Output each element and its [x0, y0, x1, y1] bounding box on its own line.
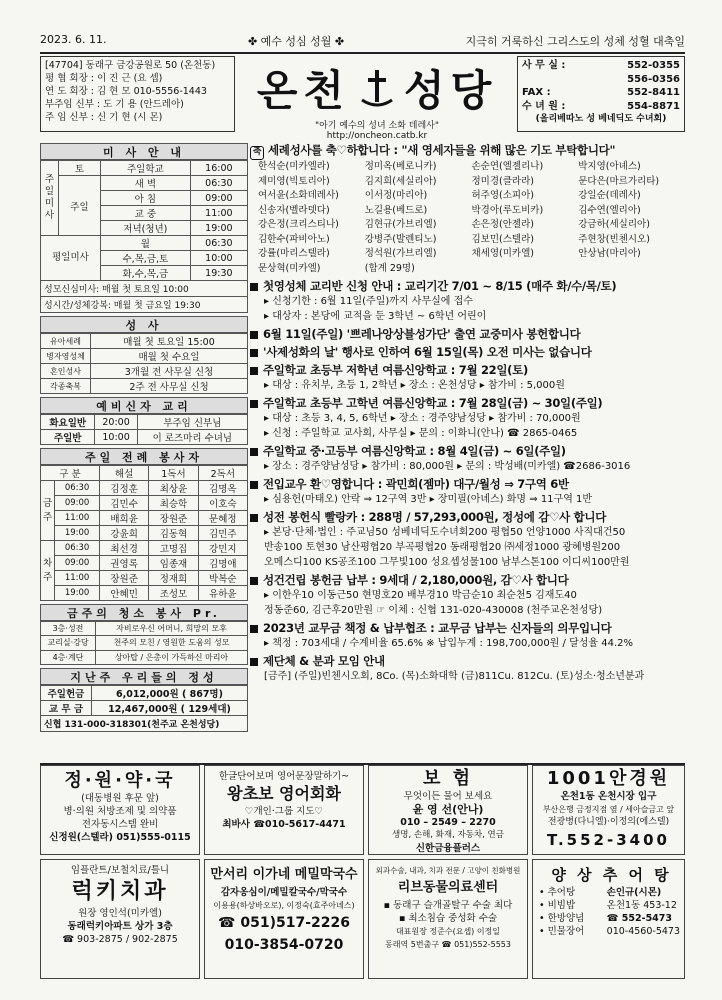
title-part2: 성당 — [404, 66, 498, 115]
servers-row — [41, 481, 248, 496]
servers-name: 권영록 — [99, 556, 148, 571]
ad-pharmacy: 정·원·약·국 (대동병원 후문 앞) 병·의원 처방조제 및 의약품 전자동시스템 완비 신정원(스텔라) 051)555-0115 — [40, 765, 200, 855]
ad-dental: 임플란트/보철치료/틀니 럭키치과 원장 영인석(미카엘) 동래럭키아파트 상가 3층 ☎ 903-2875 / 902-2875 — [40, 859, 200, 979]
baptism-name: 김현규(가브리엘) — [364, 219, 437, 230]
servers-name: 문혜정 — [198, 511, 247, 526]
liturgical-month: ✤ 예수 성심 성월 ✤ — [247, 35, 345, 48]
notice-heading-text: 2023년 교무금 책정 & 납부협조 : 교무금 납부는 신자들의 의무입니다 — [263, 621, 612, 635]
mass-time: 16:00 — [190, 161, 247, 176]
offering-amount: 12,467,000원 ( 129세대) — [91, 700, 247, 715]
union-president: 연 도 회장 : 김 현 모 010-5556-1443 — [45, 86, 207, 97]
servers-time: 09:00 — [55, 496, 100, 511]
servers-head: 2독서 — [198, 466, 247, 481]
mass-time: 09:00 — [190, 191, 247, 206]
mass-extra-2: 성시간/성체강복: 매월 첫 금요일 19:30 — [40, 297, 248, 313]
cleaning-group: 자비로우신 어머니, 희망의 모후 — [96, 622, 248, 636]
catechumen-class: 주일반 — [41, 430, 95, 445]
sacrament-row — [41, 364, 248, 379]
notice-detail: ▸ 대상 : 초등 3, 4, 5, 6학년 ▸ 장소 : 경주양남성당 ▸ 참가비 : 70,000원 — [264, 413, 581, 424]
servers-name: 최승학 — [149, 496, 198, 511]
notice-heading-text: 제단체 & 분과 모임 안내 — [263, 654, 385, 668]
ad-english: 한글단어보며 영어문장말하기~ 왕초보 영어회화 ♡개인·그룹 지도♡ 최바사 ☎010-5617-4471 — [204, 765, 364, 855]
servers-header-row — [41, 466, 248, 481]
bullet-icon — [250, 577, 258, 585]
sacrament-name: 각종축복 — [41, 379, 91, 394]
notice-heading-text: 6월 11일(주일) '쁘레나앙상블성가단' 출연 교중미사 봉헌합니다 — [263, 327, 581, 341]
baptism-name: 박경아(루도비카) — [471, 204, 544, 216]
servers-name: 정재희 — [149, 571, 198, 586]
notice-detail: 정동준60, 김근후20만원 ☞ 이체 : 신협 131-020-430008 (천주교온천성당) — [264, 605, 603, 616]
sacrament-title: 성 사 — [40, 316, 248, 333]
cleaning-row — [41, 622, 248, 636]
notice-item — [250, 573, 685, 618]
cleaning-table — [40, 621, 248, 665]
contact-office: 사 무 실 : 552-0355 — [522, 60, 680, 71]
bullet-icon — [250, 367, 258, 375]
baptism-name: 손순연(엘젤리나) — [471, 161, 544, 172]
notice-heading — [250, 279, 685, 294]
congrats-icon: 축 — [250, 146, 264, 160]
servers-week: 금주 — [41, 481, 55, 541]
notice-detail: ▸ 장소 : 경주양남성당 ▸ 참가비 : 80,000원 ▸ 문의 : 박성배(미카엘) ☎2686-3016 — [264, 461, 631, 472]
notice-heading-text: 전입교우 환♡영합니다 : 곽민희(젬마) 대구/월성 ⇒ 7구역 6반 — [263, 477, 569, 491]
baptism-name: 제미영(빅토리아) — [258, 175, 330, 187]
cleaning-area: 3층·성전 — [41, 622, 96, 636]
notice-detail: ▸ 본당·단체·법인 : 주교님50 성베네딕도수녀회200 평협50 언양1000 사직대건50 — [264, 527, 626, 538]
notice-heading — [250, 345, 685, 360]
notice-item — [250, 345, 685, 360]
catechumen-section — [40, 397, 248, 445]
catechumen-table — [40, 414, 248, 445]
catechumen-time: 20:00 — [95, 415, 137, 430]
catechumen-class: 화요일반 — [41, 415, 95, 430]
baptism-heading: 축 세례성사를 축♡하합니다 : "새 영세자들을 위해 많은 기도 부탁합니다" — [250, 143, 685, 160]
sacrament-table — [40, 333, 248, 394]
baptism-name: 정미경(클라라) — [471, 175, 534, 187]
servers-time: 06:30 — [55, 481, 100, 496]
notice-heading — [250, 363, 685, 378]
servers-time: 19:00 — [55, 586, 100, 601]
mass-time: 19:30 — [190, 266, 247, 281]
servers-name: 김명옥 — [198, 481, 247, 496]
notice-detail: ▸ 심용헌(마태오) 안락 ⇒ 12구역 3반 ▸ 장미필(아녜스) 화명 ⇒ 11구역 1반 — [264, 494, 593, 505]
notice-item — [250, 654, 685, 684]
mass-time: 06:30 — [190, 236, 247, 251]
bullet-icon — [250, 514, 258, 522]
mass-time: 19:00 — [190, 221, 247, 236]
servers-week: 차주 — [41, 541, 55, 601]
baptism-name: 안상남(마리아) — [578, 248, 641, 259]
servers-name: 안혜민 — [99, 586, 148, 601]
council-president: 평 협 회장 : 이 진 근 (요 셉) — [45, 73, 163, 84]
offering-account: 신협 131-000-318301(천주교 온천성당) — [40, 716, 248, 732]
notice-heading — [250, 477, 685, 492]
mass-name: 아 침 — [100, 191, 190, 206]
notice-item — [250, 510, 685, 570]
contact-fax: FAX : 552-8411 — [522, 87, 680, 98]
servers-name: 조성모 — [149, 586, 198, 601]
bullet-icon — [250, 349, 258, 357]
mass-name: 주일학교 — [100, 161, 190, 176]
servers-section — [40, 448, 248, 601]
servers-row — [41, 556, 248, 571]
masthead — [242, 56, 512, 141]
mass-group-label: 주일미사 — [41, 161, 59, 236]
mass-name: 새 벽 — [100, 176, 190, 191]
servers-name: 최선경 — [99, 541, 148, 556]
baptism-name: 강은정(크리스티나) — [258, 219, 339, 230]
baptism-name: 박지영(아녜스) — [578, 161, 641, 172]
offering-section — [40, 668, 248, 732]
bullet-icon — [250, 481, 258, 489]
header-rule — [40, 52, 685, 54]
notice-detail: 반송100 토현30 남산평협20 부곡평협20 동래평협20 ㈜세정1000 광혜병원200 — [264, 542, 621, 553]
mass-table — [40, 160, 248, 281]
catechumen-teacher: 부주임 신부님 — [137, 415, 247, 430]
cleaning-group: 상아탑 / 은총이 가득하신 마리아 — [96, 650, 248, 664]
notice-detail: ▸ 이한우10 이동근50 현명호20 배부경10 박금순10 최순천5 김재도40 — [264, 590, 577, 601]
offering-table — [40, 685, 248, 716]
servers-name: 유하윤 — [198, 586, 247, 601]
sacrament-name: 병자영성체 — [41, 349, 91, 364]
mass-day-label: 주일 — [59, 176, 101, 236]
bullet-icon — [250, 331, 258, 339]
servers-name: 배희윤 — [99, 511, 148, 526]
mass-name: 교 중 — [100, 206, 190, 221]
baptism-name: 문상혁(미카엘) — [258, 262, 321, 274]
baptism-name: 김지희(세실리아) — [364, 175, 437, 187]
notice-heading-text: '사제성화의 날' 행사로 인하여 6월 15일(목) 오전 미사는 없습니다 — [263, 345, 592, 359]
servers-row — [41, 571, 248, 586]
notice-heading — [250, 510, 685, 525]
baptism-names — [250, 160, 685, 276]
feast-title: 지극히 거룩하신 그리스도의 성체 성혈 대축일 — [465, 35, 685, 48]
baptism-name: 주현창(빈첸시오) — [578, 233, 650, 245]
servers-table — [40, 465, 248, 601]
baptism-name: 정미옥(베로니카) — [364, 161, 437, 172]
notice-item — [250, 621, 685, 651]
notice-detail: ▸ 대상자 : 본당에 교적을 둔 3학년 ~ 6학년 어린이 — [264, 311, 487, 322]
servers-name: 강민지 — [198, 541, 247, 556]
offering-row — [41, 685, 248, 700]
servers-time: 09:00 — [55, 556, 100, 571]
baptism-name: 강일순(데레사) — [578, 190, 641, 201]
ad-soup: 양 상 추 어 탕 • 추어탕 • 비빔밥 • 한방양념 • 민물장어 손인규(시몬) 온천1동 453-12 ☎ 552-5473 010-4560-5473 — [532, 859, 685, 979]
servers-name: 임종재 — [149, 556, 198, 571]
notice-heading-text: 첫영성체 교리반 신청 안내 : 교리기간 7/01 ~ 8/15 (매주 화/수/목/토) — [263, 279, 617, 293]
cross-icon — [360, 68, 394, 108]
servers-name: 박복순 — [198, 571, 247, 586]
notice-item — [250, 444, 685, 474]
notice-detail: 오메스디100 KS공조100 그무빛100 성요셉성물100 남부스톤100 이디씨100만원 — [264, 557, 630, 568]
cleaning-row — [41, 636, 248, 650]
baptism-name: 노길용(베드로) — [364, 204, 428, 216]
parish-info-box — [40, 56, 235, 132]
bullet-icon — [250, 283, 258, 291]
notice-heading-text: 주일학교 초등부 고학년 여름신앙학교 : 7월 28일(금) ~ 30일(주일) — [263, 396, 603, 410]
cleaning-row — [41, 650, 248, 664]
ad-noodle: 만서리 이가네 메밀막국수 감자옹심이/메밀칼국수/막국수 이용용(하상바오로), 이정숙(효주아녜스) ☎ 051)517-2226 010-3854-0720 — [204, 859, 364, 979]
convent-name: (올리베따노 성 베네딕도 수녀회) — [535, 114, 667, 124]
top-line — [40, 33, 685, 49]
notices-column — [250, 143, 685, 763]
cleaning-title: 금주의 청소 봉사 Pr. — [40, 604, 248, 621]
mass-name: 수,목,금,토 — [100, 251, 190, 266]
notice-detail: ▸ 신청기한 : 6월 11일(주일)까지 사무실에 접수 — [264, 296, 473, 307]
cleaning-area: 4층·계단 — [41, 650, 96, 664]
servers-name: 김민주 — [198, 526, 247, 541]
servers-name: 최상윤 — [149, 481, 198, 496]
notice-detail: ▸ 대상 : 유치부, 초등 1, 2학년 ▸ 장소 : 온천성당 ▸ 참가비 : 5,000원 — [264, 380, 565, 391]
notice-heading — [250, 573, 685, 588]
baptism-name: 강률(마리스텔라) — [258, 248, 330, 259]
mass-name: 저녁(청년) — [100, 221, 190, 236]
catechumen-time: 10:00 — [95, 430, 137, 445]
servers-name: 장원준 — [99, 571, 148, 586]
offering-amount: 6,012,000원 ( 867명) — [91, 685, 247, 700]
baptism-name: 허주영(소피아) — [471, 190, 534, 201]
offering-title: 지난주 우리들의 정성 — [40, 668, 248, 685]
baptism-name: 김한수(파비아노) — [258, 233, 330, 245]
notice-heading — [250, 396, 685, 411]
mass-day-label: 토 — [59, 161, 101, 176]
servers-name: 김민수 — [99, 496, 148, 511]
notice-detail: [금주] (주일)빈첸시오회, 8Co. (목)소화대학 (금)811Cu. 812Cu. (토)성소·청소년분과 — [264, 671, 645, 682]
baptism-notice — [250, 143, 685, 276]
contact-convent: 수 녀 원 : 554-8871 — [522, 100, 680, 112]
mass-name: 월 — [100, 236, 190, 251]
servers-row — [41, 541, 248, 556]
servers-time: 06:30 — [55, 541, 100, 556]
notice-detail: ▸ 책정 : 703세대 / 수계비율 65.6% ※ 납입누계 : 198,700,000원 / 달성율 44.2% — [264, 638, 633, 649]
contact-box — [517, 56, 685, 132]
notice-heading-text: 주일학교 중·고등부 여름신앙학교 : 8월 4일(금) ~ 6일(주일) — [263, 444, 566, 458]
servers-head: 해설 — [99, 466, 148, 481]
servers-name: 김동혁 — [149, 526, 198, 541]
baptism-name: 채세영(미카엘) — [471, 248, 534, 259]
notice-item — [250, 477, 685, 507]
associate-pastor: 부주임 신부 : 도 기 용 (안드레아) — [45, 99, 184, 110]
ad-optician: 1001안경원 온천1동 온천시장 입구 부산은행 금정지점 옆 / 세아슬금고 앞 전광병(다니엘)·이정의(에스텔) T.552-3400 — [532, 765, 685, 855]
sacrament-row — [41, 349, 248, 364]
servers-time: 11:00 — [55, 511, 100, 526]
bullet-icon — [250, 448, 258, 456]
motto: "아기 예수의 성녀 소화 데레사" — [314, 121, 440, 131]
offering-label: 교 무 금 — [41, 700, 92, 715]
mass-row — [41, 161, 248, 176]
servers-row — [41, 496, 248, 511]
baptism-name: (합계 29명) — [364, 262, 415, 274]
mass-row — [41, 236, 248, 251]
notice-item — [250, 327, 685, 342]
sacrament-row — [41, 334, 248, 349]
bullet-icon — [250, 625, 258, 633]
notice-detail: ▸ 신청 : 주일학교 교사회, 사무실 ▸ 문의 : 이화니(안나) ☎ 2865-0465 — [264, 428, 578, 439]
website-url: http://oncheon.catb.kr — [326, 131, 428, 141]
pastor: 주 임 신부 : 신 기 현 (시 몬) — [45, 112, 163, 123]
left-column — [40, 143, 248, 763]
address: [47704] 동래구 금강공원로 50 (온천동) — [45, 60, 216, 71]
sacrament-name: 혼인성사 — [41, 364, 91, 379]
baptism-name: 김보민(스텔라) — [471, 233, 534, 245]
bullet-icon — [250, 400, 258, 408]
cleaning-section — [40, 604, 248, 665]
mass-time: 10:00 — [190, 251, 247, 266]
sacrament-section — [40, 316, 248, 394]
baptism-name: 여서윤(소화데레사) — [258, 190, 339, 201]
sacrament-detail: 2주 전 사무실 신청 — [91, 379, 248, 394]
servers-name: 고명집 — [149, 541, 198, 556]
servers-head: 1독서 — [149, 466, 198, 481]
notice-heading — [250, 621, 685, 636]
mass-group-label: 평일미사 — [41, 236, 101, 281]
servers-name: 이호숙 — [198, 496, 247, 511]
servers-name: 김정훈 — [99, 481, 148, 496]
bullet-icon — [250, 658, 258, 666]
catechumen-row — [41, 430, 248, 445]
contact-office2: 556-0356 — [627, 73, 680, 85]
baptism-name: 김수연(엘리아) — [578, 204, 641, 216]
baptism-name: 신송자(벨라뎃다) — [258, 204, 330, 216]
notice-heading-text: 성건건립 봉헌금 납부 : 9세대 / 2,180,000원, 감♡사 합니다 — [263, 573, 569, 587]
notice-item — [250, 363, 685, 393]
servers-name: 장원준 — [149, 511, 198, 526]
mass-extra-1: 성모신심미사: 매월 첫 토요일 10:00 — [40, 281, 248, 297]
notice-heading — [250, 327, 685, 342]
servers-head: 구 분 — [41, 466, 100, 481]
baptism-name: 문다은(마르가리타) — [578, 175, 660, 187]
notice-heading-text: 주일학교 초등부 저학년 여름신앙학교 : 7월 22일(토) — [263, 363, 528, 377]
ads-section — [40, 763, 685, 980]
sacrament-detail: 매월 첫 토요일 15:00 — [91, 334, 248, 349]
sacrament-detail: 3개월 전 사무실 신청 — [91, 364, 248, 379]
mass-time: 06:30 — [190, 176, 247, 191]
baptism-name: 강병주(발렌티노) — [364, 233, 437, 245]
sacrament-name: 유아세례 — [41, 334, 91, 349]
cleaning-area: 교리실·강당 — [41, 636, 96, 650]
servers-name: 강윤희 — [99, 526, 148, 541]
baptism-name: 이서정(마리아) — [364, 190, 428, 201]
servers-row — [41, 511, 248, 526]
servers-row — [41, 526, 248, 541]
ad-insurance: 보 험 무엇이든 물어 보세요 윤 영 선(안나) 010 – 2549 – 2270 생명, 손해, 화재, 자동차, 연금 신한금융플러스 — [368, 765, 528, 855]
servers-time: 11:00 — [55, 571, 100, 586]
catechumen-teacher: 이 로즈마리 수녀님 — [137, 430, 247, 445]
mass-name: 화,수,목,금 — [100, 266, 190, 281]
mass-time: 11:00 — [190, 206, 247, 221]
title-part1: 온천 — [256, 66, 350, 115]
ad-vet: 외과수술, 내과, 치과 전문 / 고양이 친화병원 리브동물의료센터 ▪ 동래구 슬개골탈구 수술 최다 ▪ 최소침습 중성화 수술 대표원장 정준수(요셉) 이정일 동래역 5번출구 ☎ 051)552-5553 — [368, 859, 528, 979]
masthead-title — [242, 58, 512, 118]
notice-item — [250, 396, 685, 441]
issue-date: 2023. 6. 11. — [40, 33, 107, 46]
servers-title: 주일 전례 봉사자 — [40, 448, 248, 465]
offering-row — [41, 700, 248, 715]
sacrament-detail: 매월 첫 수요일 — [91, 349, 248, 364]
servers-name: 김명애 — [198, 556, 247, 571]
cleaning-group: 천주의 모친 / 영원한 도움의 성모 — [96, 636, 248, 650]
catechumen-row — [41, 415, 248, 430]
servers-row — [41, 586, 248, 601]
baptism-name: 손은정(안젤라) — [471, 219, 534, 230]
mass-section — [40, 143, 248, 313]
notice-item — [250, 279, 685, 324]
servers-time: 19:00 — [55, 526, 100, 541]
mass-row — [41, 176, 248, 191]
sacrament-row — [41, 379, 248, 394]
baptism-name: 정석원(가브리엘) — [364, 248, 437, 259]
notice-heading — [250, 654, 685, 669]
notice-heading — [250, 444, 685, 459]
baptism-name: 한석순(미카엘라) — [258, 161, 330, 172]
catechumen-title: 예비신자 교리 — [40, 397, 248, 414]
offering-label: 주일헌금 — [41, 685, 92, 700]
notice-heading-text: 성전 봉헌식 빨랑카 : 288명 / 57,293,000원, 정성에 감♡사 합니다 — [263, 510, 607, 524]
baptism-name: 강금하(세실리아) — [578, 219, 650, 230]
mass-title: 미 사 안 내 — [40, 143, 248, 160]
